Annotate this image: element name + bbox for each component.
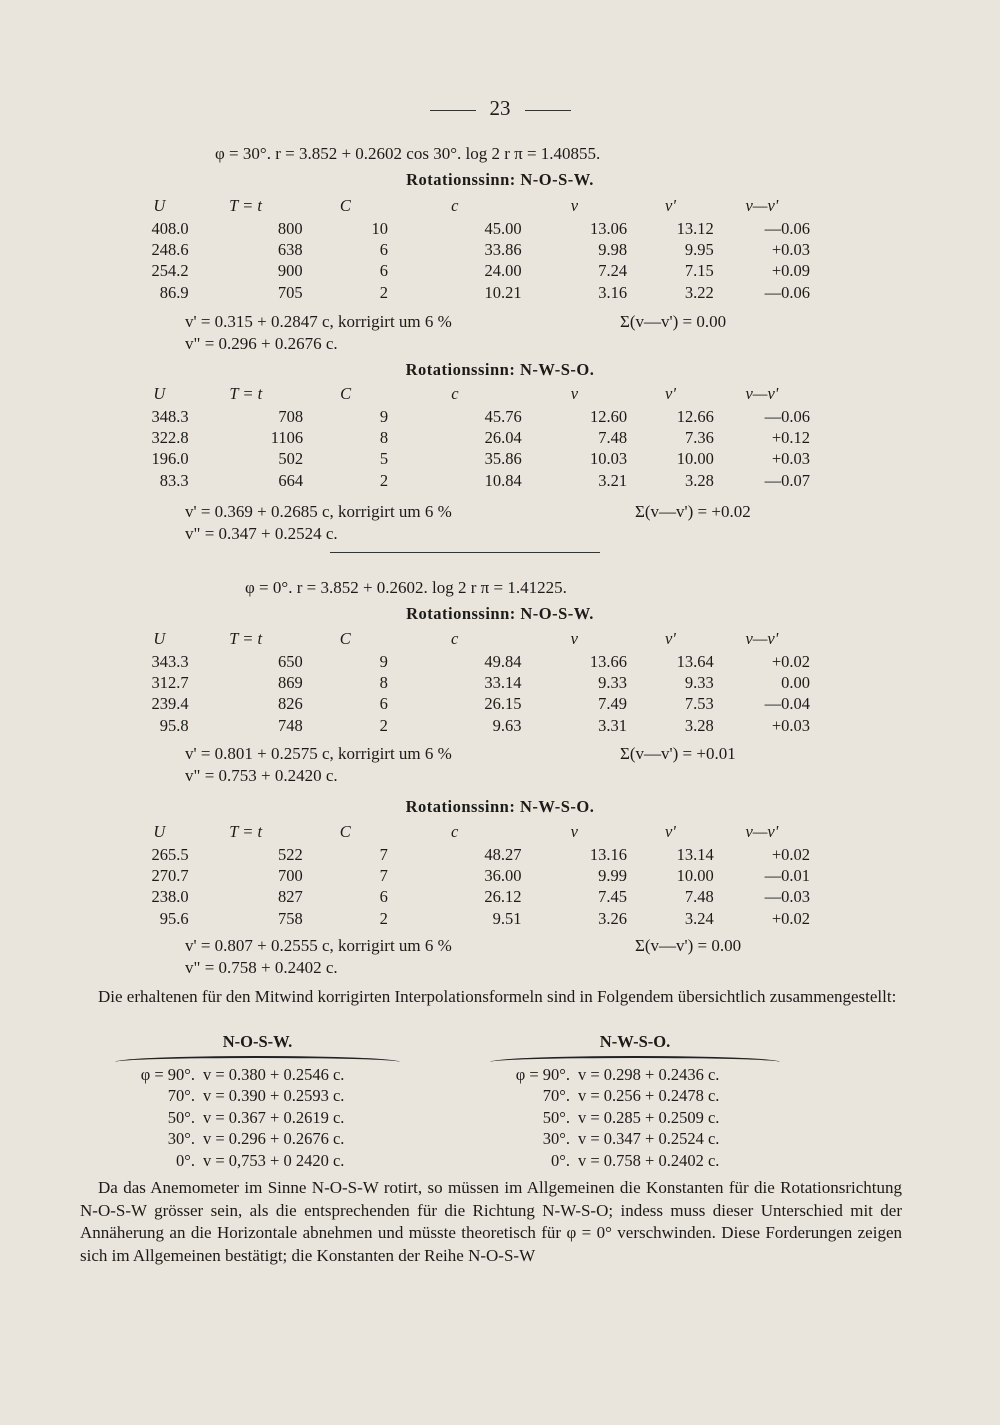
summary-row: 30°. v = 0.347 + 0.2524 c. [542, 1129, 720, 1149]
brace [490, 1056, 780, 1064]
formula-v-prime: v' = 0.807 + 0.2555 c, korrigirt um 6 % [185, 936, 452, 955]
separator [330, 552, 600, 553]
table-header-row: U T = t C c v v' v—v' [153, 384, 779, 403]
table-row: 239.4 826 6 26.15 7.49 7.53 —0.04 [151, 694, 810, 714]
sum-deviation: Σ(v—v') = +0.02 [635, 502, 751, 521]
table-row: 238.0 827 6 26.12 7.45 7.48 —0.03 [151, 887, 810, 907]
table-row: 270.7 700 7 36.00 9.99 10.00 —0.01 [151, 865, 810, 885]
page-number: 23 [0, 96, 1000, 121]
table-row: 95.8 748 2 9.63 3.31 3.28 +0.03 [159, 715, 810, 735]
formula-v-double-prime: v" = 0.347 + 0.2524 c. [185, 524, 338, 543]
rotation-heading: Rotationssinn: N-W-S-O. [405, 360, 595, 379]
summary-table [490, 1064, 723, 1172]
brace [115, 1056, 400, 1064]
formula-v-double-prime: v" = 0.758 + 0.2402 c. [185, 958, 338, 977]
summary-heading: N-W-S-O. [599, 1032, 671, 1051]
table-row: 312.7 869 8 33.14 9.33 9.33 0.00 [151, 672, 810, 692]
section-header: φ = 30°. r = 3.852 + 0.2602 cos 30°. log 2 r π = 1.40855. [215, 144, 601, 163]
summary-row: 30°. v = 0.296 + 0.2676 c. [167, 1129, 345, 1149]
table-row: 408.0 800 10 45.00 13.06 13.12 —0.06 [151, 218, 810, 238]
summary-intro-paragraph: Die erhaltenen für den Mitwind korrigirten Interpolationsformeln sind in Folgendem übersichtlich zusammengestellt: [98, 987, 897, 1006]
summary-heading: N-O-S-W. [222, 1032, 293, 1051]
rotation-heading: Rotationssinn: N-W-S-O. [405, 797, 595, 816]
data-table [130, 820, 810, 929]
table-row: 196.0 502 5 35.86 10.03 10.00 +0.03 [151, 449, 810, 469]
table-row: 86.9 705 2 10.21 3.16 3.22 —0.06 [159, 282, 810, 302]
summary-nwso [490, 1032, 780, 1172]
sum-deviation: Σ(v—v') = 0.00 [635, 936, 742, 955]
table-row: 248.6 638 6 33.86 9.98 9.95 +0.03 [151, 239, 810, 259]
table-row: 95.6 758 2 9.51 3.26 3.24 +0.02 [159, 908, 810, 928]
summary-row: 70°. v = 0.390 + 0.2593 c. [167, 1086, 345, 1106]
data-table [130, 194, 810, 303]
data-table [130, 627, 810, 736]
table-header-row: U T = t C c v v' v—v' [153, 629, 779, 648]
rotation-heading: Rotationssinn: N-O-S-W. [406, 170, 594, 189]
summary-nosw [115, 1032, 400, 1172]
summary-row: 50°. v = 0.367 + 0.2619 c. [167, 1107, 345, 1127]
summary-row: φ = 90°. v = 0.298 + 0.2436 c. [515, 1064, 720, 1084]
summary-row: 70°. v = 0.256 + 0.2478 c. [542, 1086, 720, 1106]
summary-row: 0°. v = 0,753 + 0 2420 c. [176, 1150, 345, 1170]
rotation-heading: Rotationssinn: N-O-S-W. [406, 604, 594, 623]
table-header-row: U T = t C c v v' v—v' [153, 822, 779, 841]
closing-paragraph: Da das Anemometer im Sinne N-O-S-W rotirt, so müssen im Allgemeinen die Konstanten für die Rotationsrichtung N-O-S-W grösser sein, als die entsprechenden für die Richtung N-W-S-O; indess muss dieser Unterschied mit der Annäherung an die Horizontale abnehmen und müsste theoretisch für φ = 0° verschwinden. Diese Forderungen zeigen sich im Allgemeinen bestätigt; die Konstanten der Reihe N-O-S-W [80, 1178, 902, 1265]
table-row: 343.3 650 9 49.84 13.66 13.64 +0.02 [151, 651, 810, 671]
summary-row: 0°. v = 0.758 + 0.2402 c. [551, 1150, 720, 1170]
table-row: 83.3 664 2 10.84 3.21 3.28 —0.07 [159, 470, 810, 490]
formula-v-prime: v' = 0.369 + 0.2685 c, korrigirt um 6 % [185, 502, 452, 521]
table-row: 348.3 708 9 45.76 12.60 12.66 —0.06 [151, 406, 810, 426]
summary-row: φ = 90°. v = 0.380 + 0.2546 c. [140, 1064, 345, 1084]
formula-v-double-prime: v" = 0.753 + 0.2420 c. [185, 766, 338, 785]
formula-v-prime: v' = 0.801 + 0.2575 c, korrigirt um 6 % [185, 744, 452, 763]
table-row: 322.8 1106 8 26.04 7.48 7.36 +0.12 [151, 427, 810, 447]
section-header: φ = 0°. r = 3.852 + 0.2602. log 2 r π = 1.41225. [245, 578, 567, 597]
data-table [130, 382, 810, 491]
sum-deviation: Σ(v—v') = +0.01 [620, 744, 736, 763]
formula-v-double-prime: v" = 0.296 + 0.2676 c. [185, 334, 338, 353]
formula-v-prime: v' = 0.315 + 0.2847 c, korrigirt um 6 % [185, 312, 452, 331]
summary-table [115, 1064, 348, 1172]
summary-row: 50°. v = 0.285 + 0.2509 c. [542, 1107, 720, 1127]
sum-deviation: Σ(v—v') = 0.00 [620, 312, 727, 331]
table-row: 265.5 522 7 48.27 13.16 13.14 +0.02 [151, 844, 810, 864]
table-header-row: U T = t C c v v' v—v' [153, 196, 779, 215]
table-row: 254.2 900 6 24.00 7.24 7.15 +0.09 [151, 261, 810, 281]
